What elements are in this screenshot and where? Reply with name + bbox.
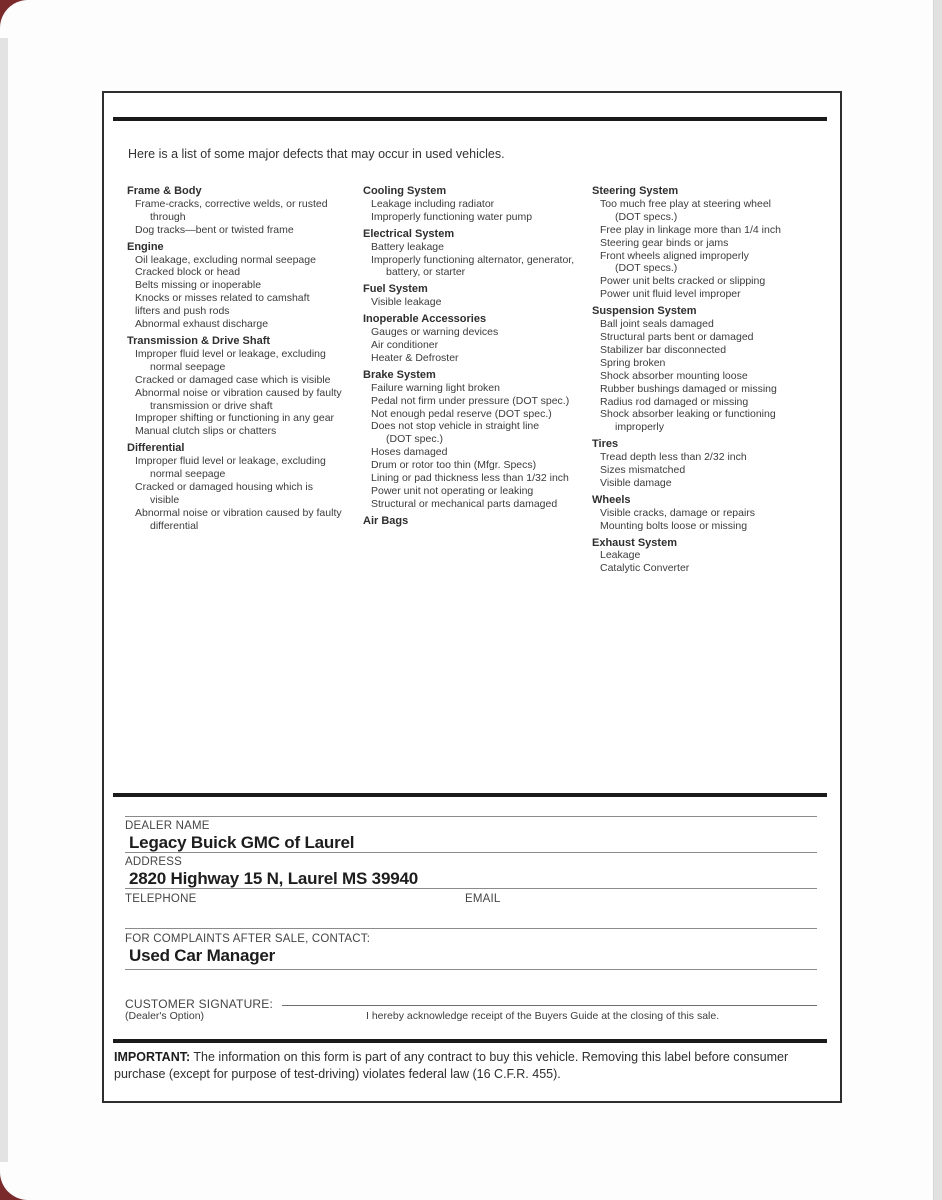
field-line-dealer-name bbox=[125, 852, 817, 853]
defect-item: Cracked block or head bbox=[135, 266, 241, 279]
defect-item: differential bbox=[150, 519, 199, 532]
defect-item: Stabilizer bar disconnected bbox=[600, 343, 727, 356]
top-rule bbox=[113, 117, 827, 121]
defect-item: Failure warning light broken bbox=[371, 381, 500, 394]
defect-item: Structural parts bent or damaged bbox=[600, 330, 754, 343]
defect-item: Visible cracks, damage or repairs bbox=[600, 506, 756, 519]
defect-item: Steering gear binds or jams bbox=[600, 236, 729, 249]
defect-section-title: Exhaust System bbox=[592, 536, 677, 549]
defect-section-title: Fuel System bbox=[363, 283, 428, 296]
defect-item: Gauges or warning devices bbox=[371, 326, 499, 339]
defect-item: (DOT spec.) bbox=[386, 433, 443, 446]
field-line-dealer-name-top bbox=[125, 816, 817, 817]
defect-column-3 bbox=[592, 185, 832, 575]
defect-section-title: Suspension System bbox=[592, 305, 697, 318]
defect-item: Shock absorber mounting loose bbox=[600, 369, 748, 382]
defect-item: Power unit fluid level improper bbox=[600, 288, 741, 301]
important-label: IMPORTANT: bbox=[114, 1050, 191, 1064]
signature-line bbox=[282, 1005, 817, 1006]
important-notice bbox=[114, 1049, 832, 1082]
right-page-edge bbox=[933, 0, 942, 1200]
rounded-corner-notch bbox=[0, 1162, 28, 1200]
defect-item: Cracked or damaged case which is visible bbox=[135, 373, 331, 386]
dealers-option-note: (Dealer's Option) bbox=[125, 1010, 205, 1022]
defect-section-title: Brake System bbox=[363, 368, 436, 381]
dealer-name-label: DEALER NAME bbox=[125, 820, 210, 832]
field-line-complaints-top bbox=[125, 928, 817, 929]
defect-item: Power unit not operating or leaking bbox=[371, 484, 534, 497]
defect-item: Lining or pad thickness less than 1/32 inch bbox=[371, 472, 569, 485]
field-line-address bbox=[125, 888, 817, 889]
defect-item: Too much free play at steering wheel bbox=[600, 197, 772, 210]
defect-item: Manual clutch slips or chatters bbox=[135, 425, 277, 438]
defect-section-title: Inoperable Accessories bbox=[363, 313, 487, 326]
defect-section-title: Engine bbox=[127, 240, 164, 253]
defect-item: Structural or mechanical parts damaged bbox=[371, 497, 558, 510]
customer-signature-label: CUSTOMER SIGNATURE: bbox=[125, 997, 274, 1011]
defect-item: Abnormal noise or vibration caused by faulty bbox=[135, 506, 342, 519]
screen-corner-accent bbox=[0, 0, 28, 38]
defect-item: transmission or drive shaft bbox=[150, 399, 273, 412]
defect-item: Frame-cracks, corrective welds, or rusted bbox=[135, 197, 328, 210]
defect-item: Abnormal noise or vibration caused by faulty bbox=[135, 386, 342, 399]
complaints-contact-label: FOR COMPLAINTS AFTER SALE, CONTACT: bbox=[125, 933, 371, 945]
bottom-rule bbox=[113, 1039, 827, 1043]
defect-item: Improper fluid level or leakage, excluding bbox=[135, 455, 326, 468]
defect-item: through bbox=[150, 210, 186, 223]
defect-item: Leakage bbox=[600, 549, 641, 562]
defect-item: Air conditioner bbox=[371, 338, 439, 351]
buyers-guide-back-page bbox=[102, 91, 842, 1103]
defect-section-title: Wheels bbox=[592, 493, 631, 506]
defect-item: Rubber bushings damaged or missing bbox=[600, 382, 777, 395]
defect-item: Battery leakage bbox=[371, 240, 444, 253]
defect-section-title: Transmission & Drive Shaft bbox=[127, 334, 271, 347]
defect-item: Visible leakage bbox=[371, 296, 442, 309]
important-text: The information on this form is part of any contract to buy this vehicle. Removing this label before consumer purchase (except for purpose of test-driving) violates federal law (16 C.F.R. 455). bbox=[114, 1050, 789, 1081]
defect-item: normal seepage bbox=[150, 468, 226, 481]
defect-item: Radius rod damaged or missing bbox=[600, 395, 749, 408]
defect-item: (DOT specs.) bbox=[615, 210, 678, 223]
field-line-complaints bbox=[125, 969, 817, 970]
defect-item: Visible damage bbox=[600, 476, 672, 489]
complaints-contact-value: Used Car Manager bbox=[129, 946, 276, 965]
defect-item: Cracked or damaged housing which is bbox=[135, 480, 314, 493]
defect-item: battery, or starter bbox=[386, 266, 466, 279]
defect-section-title: Cooling System bbox=[363, 185, 447, 197]
defect-item: Leakage including radiator bbox=[371, 197, 495, 210]
defect-item: lifters and push rods bbox=[135, 305, 230, 318]
defect-item: improperly bbox=[615, 421, 665, 434]
defect-item: Dog tracks—bent or twisted frame bbox=[135, 223, 294, 236]
defect-item: Front wheels aligned improperly bbox=[600, 249, 749, 262]
email-label: EMAIL bbox=[465, 893, 501, 905]
defect-columns bbox=[127, 185, 834, 575]
defect-item: Power unit belts cracked or slipping bbox=[600, 275, 766, 288]
defect-section-title: Air Bags bbox=[363, 514, 409, 527]
screen-corner-accent bbox=[0, 1162, 28, 1200]
telephone-label: TELEPHONE bbox=[125, 893, 197, 905]
left-page-edge bbox=[0, 0, 8, 1200]
defect-section-title: Frame & Body bbox=[127, 185, 202, 197]
defect-item: visible bbox=[150, 493, 180, 506]
defect-item: Not enough pedal reserve (DOT spec.) bbox=[371, 407, 552, 420]
dealer-name-value: Legacy Buick GMC of Laurel bbox=[129, 833, 355, 852]
defect-item: Oil leakage, excluding normal seepage bbox=[135, 253, 316, 266]
defect-section-title: Steering System bbox=[592, 185, 679, 197]
defect-item: Catalytic Converter bbox=[600, 562, 690, 575]
defect-column-2 bbox=[363, 185, 592, 575]
divider-rule bbox=[113, 793, 827, 797]
defect-item: (DOT specs.) bbox=[615, 262, 678, 275]
address-label: ADDRESS bbox=[125, 856, 182, 868]
defect-section-title: Electrical System bbox=[363, 227, 455, 240]
defect-item: normal seepage bbox=[150, 360, 226, 373]
rounded-corner-notch bbox=[0, 0, 28, 38]
defect-section-title: Tires bbox=[592, 438, 619, 451]
defect-item: Mounting bolts loose or missing bbox=[600, 519, 748, 532]
defect-column-1 bbox=[127, 185, 363, 575]
defect-section-title: Differential bbox=[127, 442, 185, 455]
defect-item: Hoses damaged bbox=[371, 446, 448, 459]
intro-text: Here is a list of some major defects that may occur in used vehicles. bbox=[128, 147, 505, 161]
defect-item: Shock absorber leaking or functioning bbox=[600, 408, 776, 421]
defect-item: Heater & Defroster bbox=[371, 351, 459, 364]
defect-item: Improper shifting or functioning in any gear bbox=[135, 412, 335, 425]
defect-item: Sizes mismatched bbox=[600, 464, 686, 477]
defect-item: Does not stop vehicle in straight line bbox=[371, 420, 540, 433]
defect-item: Belts missing or inoperable bbox=[135, 279, 262, 292]
defect-item: Free play in linkage more than 1/4 inch bbox=[600, 223, 781, 236]
acknowledge-receipt-text: I hereby acknowledge receipt of the Buyers Guide at the closing of this sale. bbox=[366, 1010, 720, 1022]
defect-item: Drum or rotor too thin (Mfgr. Specs) bbox=[371, 459, 537, 472]
defect-item: Improperly functioning alternator, generator, bbox=[371, 253, 575, 266]
defect-item: Pedal not firm under pressure (DOT spec.) bbox=[371, 394, 570, 407]
defect-item: Spring broken bbox=[600, 356, 666, 369]
defect-item: Abnormal exhaust discharge bbox=[135, 318, 269, 331]
defect-item: Tread depth less than 2/32 inch bbox=[600, 451, 747, 464]
defect-item: Improper fluid level or leakage, excluding bbox=[135, 347, 326, 360]
defect-item: Ball joint seals damaged bbox=[600, 318, 714, 331]
defect-item: Improperly functioning water pump bbox=[371, 210, 533, 223]
address-value: 2820 Highway 15 N, Laurel MS 39940 bbox=[129, 869, 418, 888]
defect-item: Knocks or misses related to camshaft bbox=[135, 292, 310, 305]
